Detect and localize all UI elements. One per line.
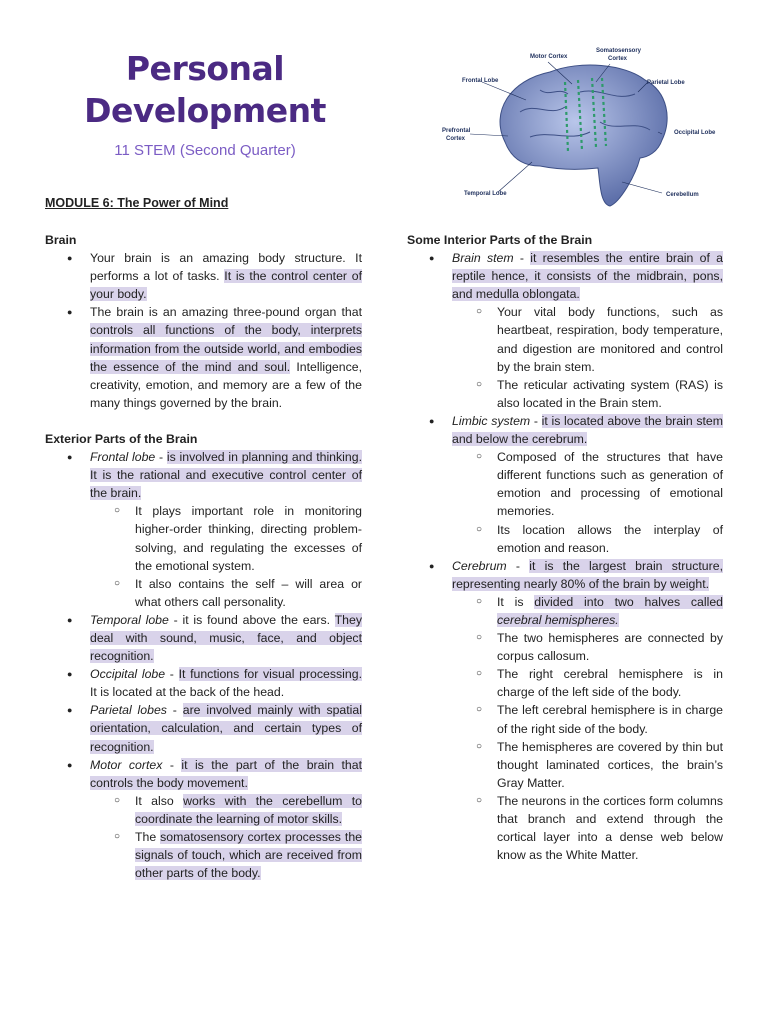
page-subtitle: 11 STEM (Second Quarter) <box>114 142 296 159</box>
left-column <box>45 231 362 882</box>
label-frontal-lobe: Frontal Lobe <box>462 78 499 84</box>
list-item-occipital: ● Occipital lobe - It functions for visual processing. It is located at the back of the head. <box>45 665 362 701</box>
sub-list-item: ○ The right cerebral hemisphere is in charge of the left side of the body. <box>452 665 723 701</box>
right-column <box>407 231 723 864</box>
label-prefrontal: Prefrontal <box>442 128 471 134</box>
brain-shape <box>500 65 667 206</box>
label-cerebellum: Cerebellum <box>666 192 699 198</box>
page-title-line1: Personal <box>125 49 285 88</box>
label-somatosensory: Somatosensory <box>596 48 642 54</box>
sub-list-item: ○ Your vital body functions, such as heartbeat, respiration, body temperature, and digestion are monitored and control by the brain stem. <box>452 303 723 375</box>
sub-list-item: ○ The somatosensory cortex processes the signals of touch, which are received from other parts of the body. <box>90 828 362 882</box>
sub-list-item: ○ The hemispheres are covered by thin but thought laminated cortices, the brain’s Gray Matter. <box>452 738 723 792</box>
page-title-line2: Development <box>84 91 326 130</box>
list-item-brainstem: ● Brain stem - it resembles the entire brain of a reptile hence, it consists of the midbrain, pons, and medulla oblongata. ○ Your vital body functions, such as heartbeat, respiration, body temperature, and digestion are monitored and control by the brain stem. ○ The reticular activating system (RAS) is also located in the Brain stem. <box>407 249 723 412</box>
list-item-limbic: ● Limbic system - it is located above the brain stem and below the cerebrum. ○ Composed of the structures that have different functions such as generation of emotion and processing of emotional memories. ○ Its location allows the interplay of emotion and reason. <box>407 412 723 557</box>
sub-list-item: ○ The neurons in the cortices form columns that branch and extend through the cortical layer into a dense web below know as the White Matter. <box>452 792 723 864</box>
interior-heading: Some Interior Parts of the Brain <box>407 233 593 247</box>
label-somatosensory-cortex: Cortex <box>608 56 628 62</box>
sub-list-item: ○ Composed of the structures that have different functions such as generation of emotion and processing of emotional memories. <box>452 448 723 520</box>
list-item-parietal: ● Parietal lobes - are involved mainly with spatial orientation, calculation, and certain types of recognition. <box>45 701 362 755</box>
brain-diagram <box>440 42 730 210</box>
exterior-heading: Exterior Parts of the Brain <box>45 431 198 446</box>
label-parietal-lobe: Parietal Lobe <box>647 80 685 86</box>
list-item-cerebrum: ● Cerebrum - it is the largest brain structure, representing nearly 80% of the brain by weight. ○ It is divided into two halves called cerebral hemispheres. ○ The two hemispheres are connected by corpus callosum. ○ The right cerebral hemisphere is in charge of the left side of the body. ○ The left cerebral hemisphere is in charge of the right side of the body. ○ The hemispheres are covered by thin but thought laminated cortices, the brain’s Gray Matter. ○ The neurons in the cortices form columns that branch and extend through the cortical layer into a dense web below know as the White Matter. <box>407 557 723 865</box>
brain-list <box>45 249 362 412</box>
sub-list-item: ○ Its location allows the interplay of emotion and reason. <box>452 521 723 557</box>
exterior-list <box>45 448 362 882</box>
list-item-frontal: ● Frontal lobe - is involved in planning and thinking. It is the rational and executive control center of the brain. ○ It plays important role in monitoring higher-order thinking, directing problem-solving, and regulating the excesses of the emotional system. ○ It also contains the self – will area or what others call personality. <box>45 448 362 611</box>
sub-list-item: ○ The left cerebral hemisphere is in charge of the right side of the body. <box>452 701 723 737</box>
list-item: ● Your brain is an amazing body structure. It performs a lot of tasks. It is the control center of your body. <box>45 249 362 303</box>
sub-list-item: ○ It is divided into two halves called cerebral hemispheres. <box>452 593 723 629</box>
label-prefrontal-cortex: Cortex <box>446 136 466 142</box>
module-heading: MODULE 6: The Power of Mind <box>45 196 229 210</box>
list-item: ● The brain is an amazing three-pound organ that controls all functions of the body, interprets information from the outside world, and embodies the essence of the mind and soul. Intelligence, creativity, emotion, and memory are a few of the many things governed by the brain. <box>45 303 362 412</box>
label-temporal-lobe: Temporal Lobe <box>464 191 507 197</box>
list-item-temporal: ● Temporal lobe - it is found above the ears. They deal with sound, music, face, and object recognition. <box>45 611 362 665</box>
label-occipital-lobe: Occipital Lobe <box>674 130 716 136</box>
sub-list-item: ○ The reticular activating system (RAS) is also located in the Brain stem. <box>452 376 723 412</box>
sub-list-item: ○ It also contains the self – will area or what others call personality. <box>90 575 362 611</box>
sub-list-item: ○ It plays important role in monitoring higher-order thinking, directing problem-solving, and regulating the excesses of the emotional system. <box>90 502 362 574</box>
list-item-motor: ● Motor cortex - it is the part of the brain that controls the body movement. ○ It also works with the cerebellum to coordinate the learning of motor skills. ○ The somatosensory cortex processes the signals of touch, which are received from other parts of the body. <box>45 756 362 883</box>
title-block <box>60 48 350 159</box>
brain-heading: Brain <box>45 233 77 247</box>
sub-list-item: ○ It also works with the cerebellum to coordinate the learning of motor skills. <box>90 792 362 828</box>
label-motor-cortex: Motor Cortex <box>530 54 568 60</box>
interior-list <box>407 249 723 864</box>
sub-list-item: ○ The two hemispheres are connected by corpus callosum. <box>452 629 723 665</box>
